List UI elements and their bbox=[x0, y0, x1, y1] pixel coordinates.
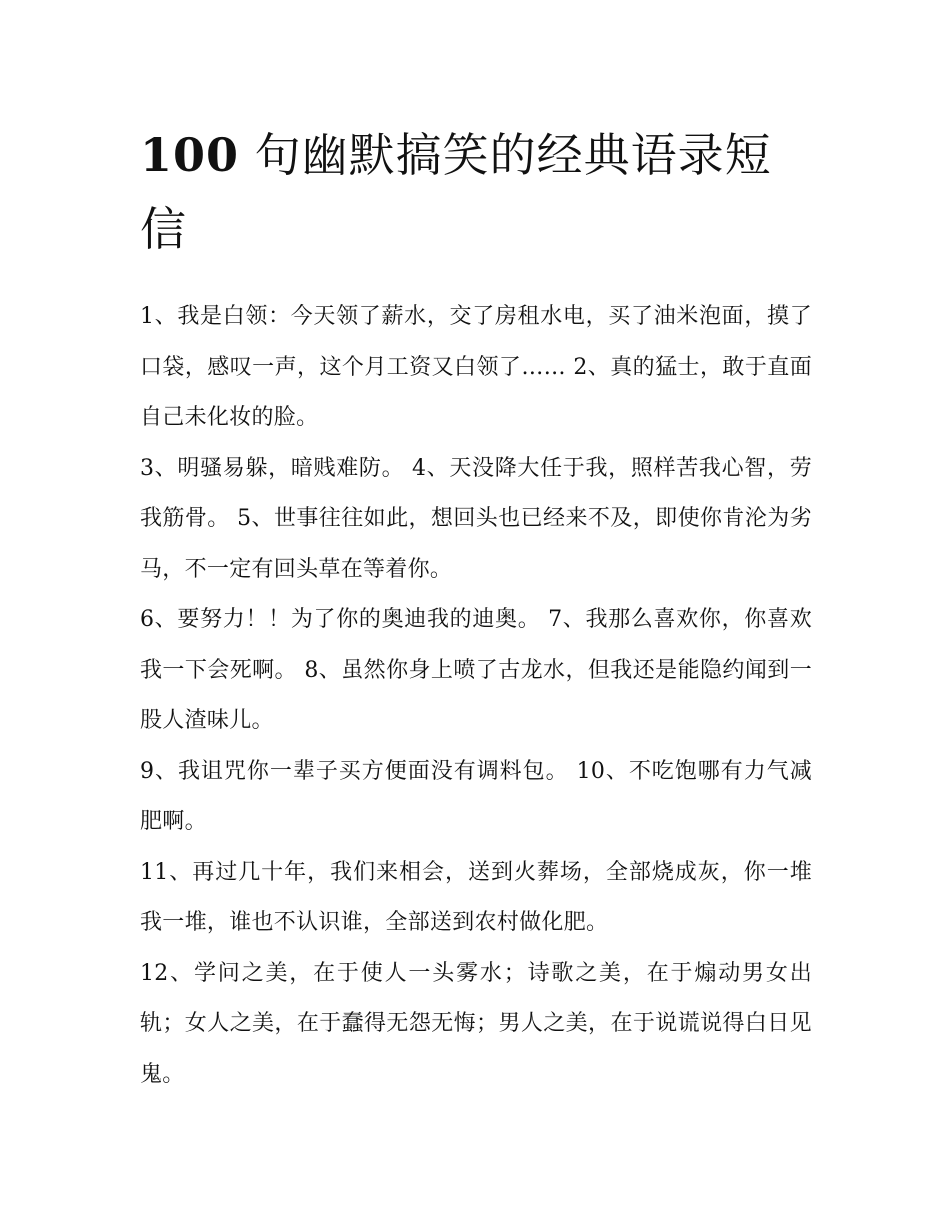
paragraph-6: 12、学问之美，在于使人一头雾水；诗歌之美，在于煽动男女出轨；女人之美，在于蠢得无怨无悔；男人之美，在于说谎说得白日见鬼。 bbox=[140, 960, 812, 1087]
paragraph-4: 9、我诅咒你一辈子买方便面没有调料包。 10、不吃饱哪有力气减肥啊。 bbox=[140, 758, 812, 834]
paragraph-5: 11、再过几十年，我们来相会，送到火葬场，全部烧成灰，你一堆我一堆，谁也不认识谁，全部送到农村做化肥。 bbox=[140, 859, 812, 935]
paragraph-2: 3、明骚易躲，暗贱难防。 4、天没降大任于我，照样苦我心智，劳我筋骨。 5、世事往往如此，想回头也已经来不及，即使你肯沦为劣马，不一定有回头草在等着你。 bbox=[140, 455, 812, 582]
title-number: 100 bbox=[140, 128, 240, 182]
document-page bbox=[140, 118, 812, 1100]
document-title bbox=[140, 118, 812, 266]
paragraph-1: 1、我是白领：今天领了薪水，交了房租水电，买了油米泡面，摸了口袋，感叹一声，这个月工资又白领了…… 2、真的猛士，敢于直面自己未化妆的脸。 bbox=[140, 304, 812, 430]
title-text: 句幽默搞笑的经典语录短信 bbox=[140, 128, 772, 256]
paragraph-3: 6、要努力！！为了你的奥迪我的迪奥。 7、我那么喜欢你，你喜欢我一下会死啊。 8、虽然你身上喷了古龙水，但我还是能隐约闻到一股人渣味儿。 bbox=[140, 607, 812, 733]
